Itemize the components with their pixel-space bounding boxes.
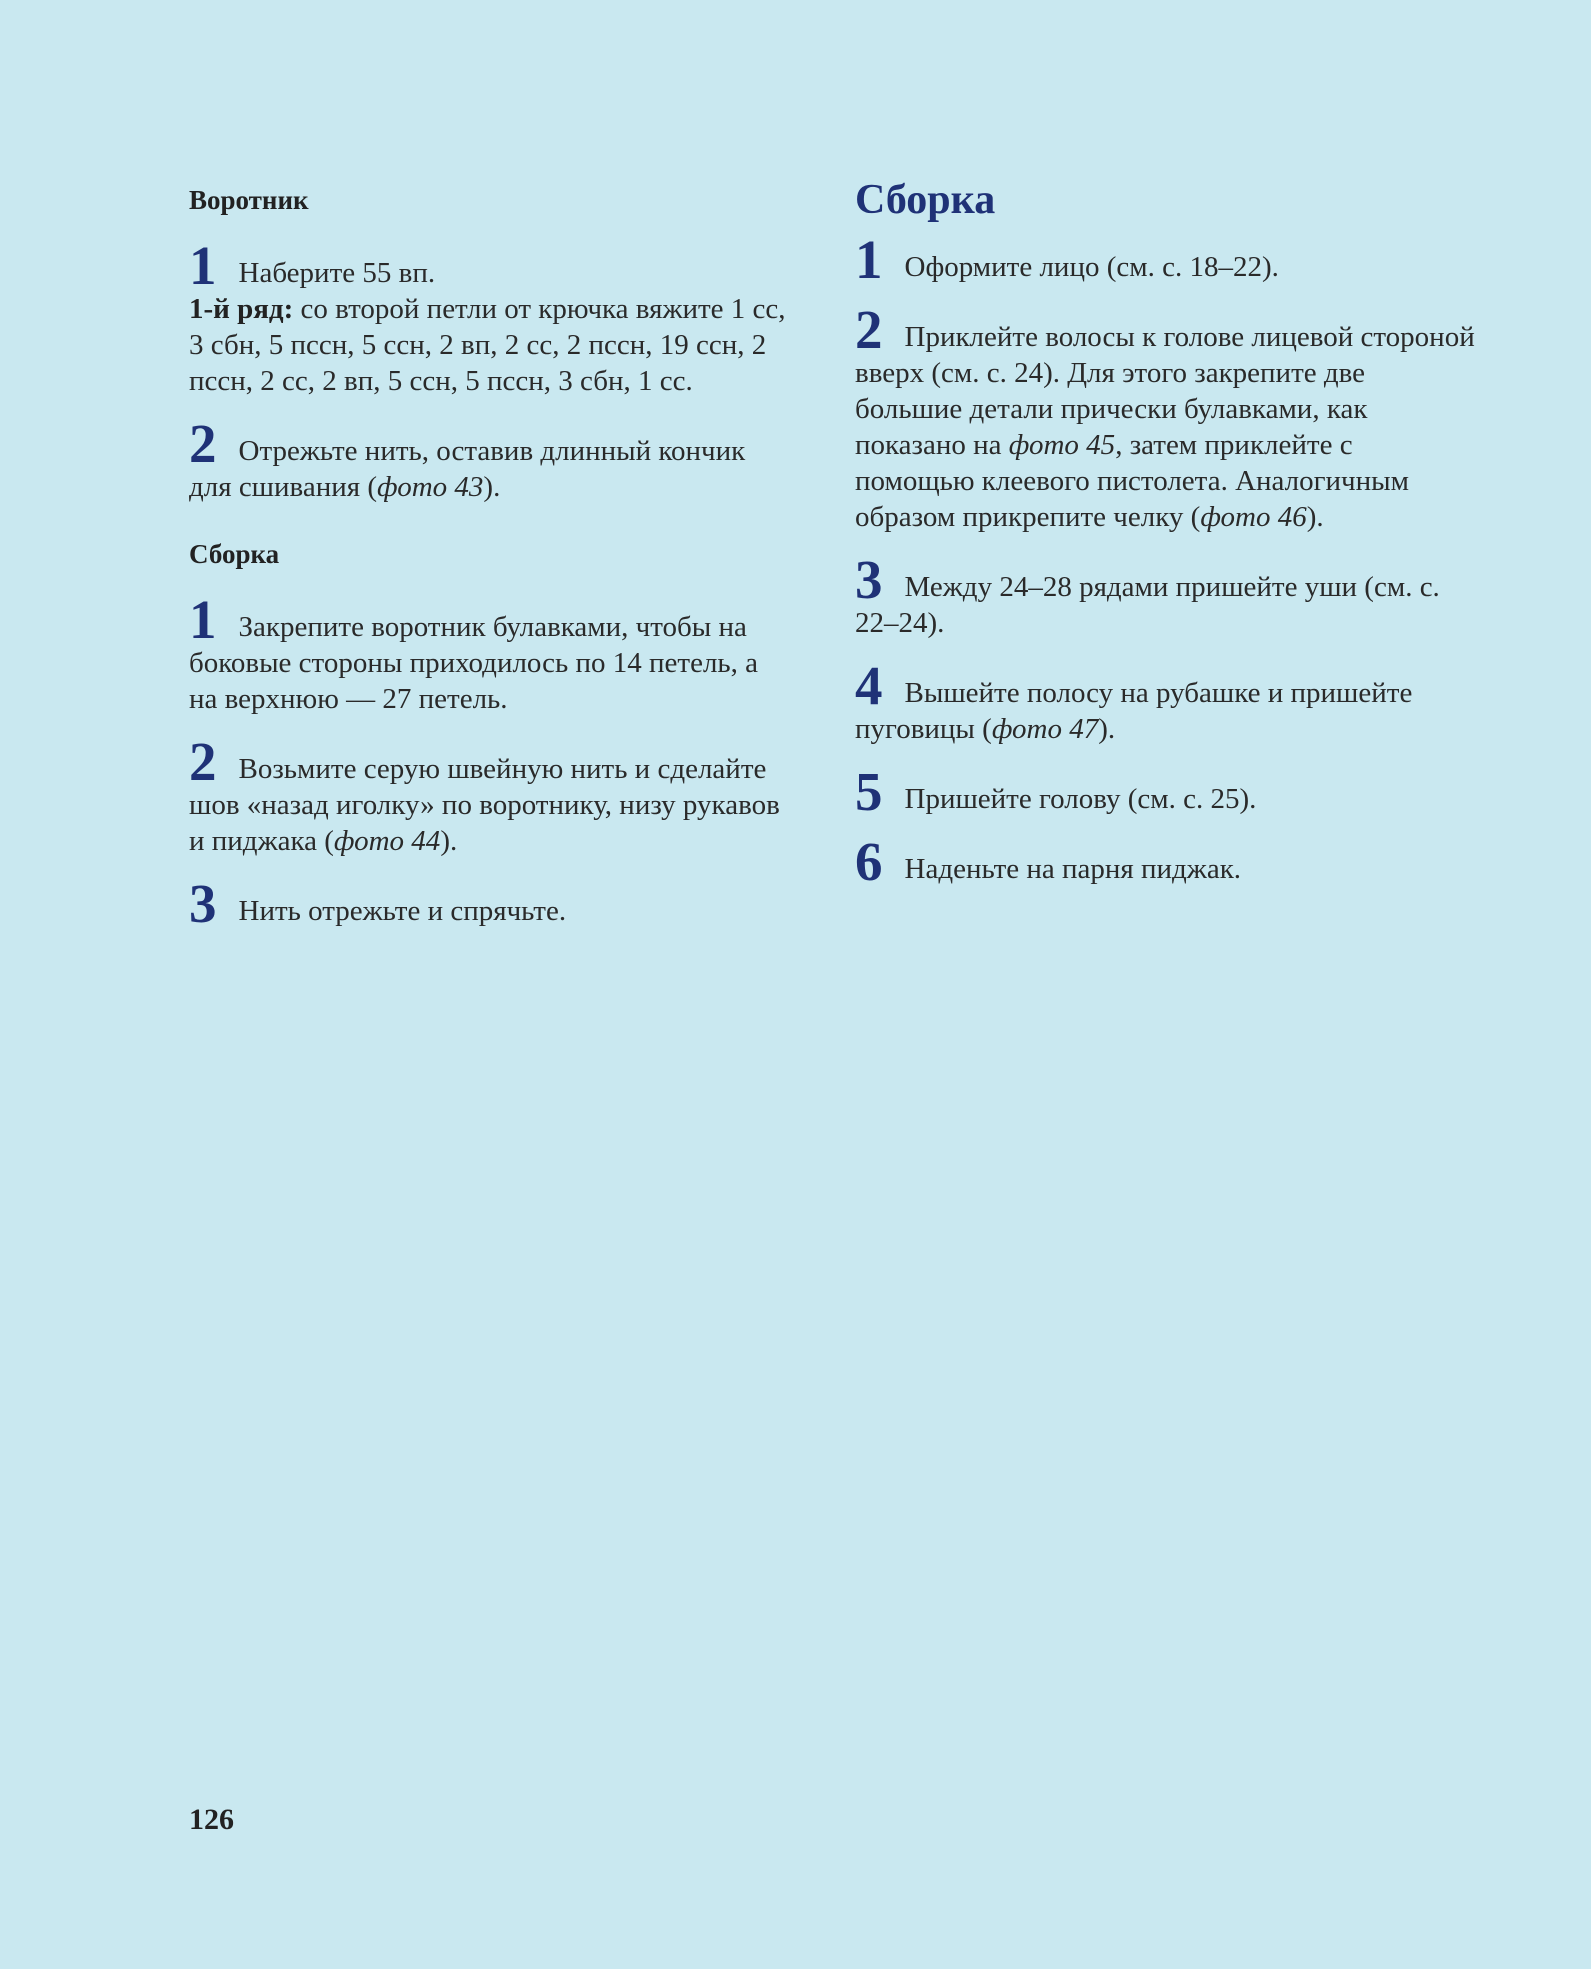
step-text: ). (1098, 713, 1116, 745)
row-text: со второй петли от крючка вяжите 1 сс, 3 сбн, 5 пссн, 5 ссн, 2 вп, 2 сс, 2 пссн, 19 ссн, 2 пссн, 2 сс, 2 вп, 5 ссн, 5 пссн, 3 сбн, 1 сс. (189, 293, 786, 397)
assembly-step-3 (189, 873, 789, 934)
step-text: , затем приклейте с помощью клеевого пистолета. Аналогичным образом прикрепите челку ( (855, 429, 1409, 533)
step-number: 6 (855, 831, 883, 892)
main-step-5 (855, 761, 1475, 822)
step-text: Отрежьте нить, оставив длинный кончик для сшивания ( (189, 435, 746, 503)
assembly-step-1 (189, 589, 789, 717)
step-text: Наберите 55 вп. (238, 257, 436, 289)
collar-step-1 (189, 235, 789, 399)
photo-reference: фото 47 (991, 713, 1099, 745)
step-number: 2 (189, 731, 217, 792)
step-number: 4 (855, 655, 883, 716)
step-text: Пришейте голову (см. с. 25). (904, 783, 1257, 815)
photo-reference: фото 45 (1008, 429, 1116, 461)
photo-reference: фото 46 (1200, 501, 1307, 533)
main-step-2 (855, 299, 1475, 535)
step-number: 3 (189, 873, 217, 934)
section-title-assembly: Сборка (189, 539, 280, 569)
main-step-4 (855, 655, 1475, 747)
step-text: Нить отрежьте и спрячьте. (238, 895, 567, 927)
step-number: 5 (855, 761, 883, 822)
main-step-6 (855, 831, 1475, 892)
main-step-3 (855, 549, 1475, 641)
step-number: 1 (189, 235, 217, 296)
assembly-step-2 (189, 731, 789, 859)
step-text: ). (1306, 501, 1324, 533)
main-step-1 (855, 229, 1475, 290)
left-column (189, 178, 789, 956)
page-number: 126 (189, 1803, 234, 1836)
step-text: Наденьте на парня пиджак. (904, 853, 1242, 885)
step-number: 3 (855, 549, 883, 610)
step-number: 2 (189, 413, 217, 474)
section-title-main-assembly: Сборка (855, 177, 996, 223)
step-text: Оформите лицо (см. с. 18–22). (904, 251, 1279, 283)
row-label: 1-й ряд: (189, 293, 294, 325)
step-text: Приклейте волосы к голове лицевой стороной вверх (см. с. 24). Для этого закрепите две большие детали прически булавками, как показано на (855, 321, 1475, 461)
step-number: 1 (855, 229, 883, 290)
step-number: 1 (189, 589, 217, 650)
step-text: ). (440, 825, 458, 857)
step-number: 2 (855, 299, 883, 360)
right-column (855, 178, 1475, 914)
collar-step-2 (189, 413, 789, 505)
photo-reference: фото 44 (333, 825, 441, 857)
step-text: Между 24–28 рядами пришейте уши (см. с. 22–24). (855, 571, 1440, 639)
step-text: Закрепите воротник булавками, чтобы на боковые стороны приходилось по 14 петель, а на верхнюю — 27 петель. (189, 611, 759, 715)
step-text: Возьмите серую швейную нить и сделайте шов «назад иголку» по воротнику, низу рукавов и пиджака ( (189, 753, 780, 857)
section-title-collar: Воротник (189, 185, 309, 215)
step-text: Вышейте полосу на рубашке и пришейте пуговицы ( (855, 677, 1413, 745)
step-text: ). (483, 471, 501, 503)
photo-reference: фото 43 (377, 471, 484, 503)
